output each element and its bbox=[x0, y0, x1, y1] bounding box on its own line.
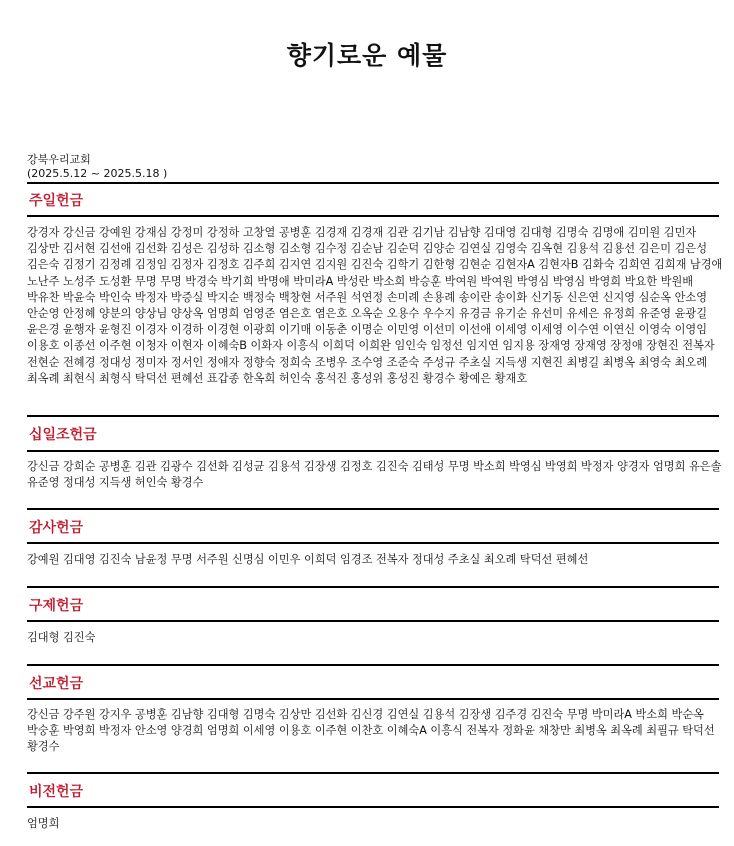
divider bbox=[27, 182, 719, 184]
church-info bbox=[27, 153, 167, 181]
names-relief: 김대형 김진숙 bbox=[27, 631, 96, 644]
divider bbox=[27, 450, 719, 452]
divider bbox=[27, 772, 719, 774]
page-title: 향기로운 예물 bbox=[286, 41, 448, 70]
divider bbox=[27, 415, 719, 417]
section-title-relief: 구제헌금 bbox=[29, 598, 84, 614]
names-thanks: 강예원 김대영 김진숙 남윤정 무명 서주원 신명심 이민우 이희덕 임경조 전복자 정대성 주초실 최오례 탁덕선 편혜선 bbox=[27, 553, 589, 566]
divider bbox=[27, 620, 719, 622]
divider bbox=[27, 508, 719, 510]
divider bbox=[27, 215, 719, 217]
names-tithe: 강신금 강희순 공병훈 김관 김광수 김선화 김성균 김용석 김장생 김정호 김진숙 김태성 무명 박소희 박영심 박영희 박정자 양경자 엄명희 유은솔 유준영 정대성 지득생 허인숙 황경수 bbox=[27, 460, 722, 490]
divider bbox=[27, 586, 719, 588]
divider bbox=[27, 806, 719, 808]
section-title-thanks: 감사헌금 bbox=[29, 520, 84, 536]
report-period: (2025.5.12 ~ 2025.5.18 ) bbox=[27, 167, 168, 180]
section-title-sunday: 주일헌금 bbox=[29, 193, 84, 209]
church-name: 강북우리교회 bbox=[27, 153, 91, 166]
divider bbox=[27, 698, 719, 700]
section-title-vision: 비전헌금 bbox=[29, 784, 84, 800]
names-mission: 강신금 강주원 강지우 공병훈 김남향 김대형 김명숙 김상만 김선화 김신경 김연실 김용석 김장생 김주경 김진숙 무명 박미라A 박소희 박순옥 박숭훈 박영희 박정자 안소영 양경희 엄명희 이세영 이용호 이주현 이찬호 이혜숙A 이흥식 전복자 정화윤 채창만 최병옥 최옥례 최필규 탁덕선 황경수 bbox=[27, 708, 715, 754]
divider bbox=[27, 664, 719, 666]
divider bbox=[27, 542, 719, 544]
section-title-tithe: 십일조헌금 bbox=[29, 427, 97, 443]
names-vision: 엄명희 bbox=[27, 817, 60, 830]
section-title-mission: 선교헌금 bbox=[29, 676, 84, 692]
names-sunday: 강경자 강신금 강예원 강재심 강정미 강정하 고창열 공병훈 김경재 김경재 김관 김기남 김남향 김대영 김대형 김명숙 김명애 김미원 김민자 김상만 김서현 김선애 김선화 김성은 김성하 김소형 김소형 김수정 김순남 김순덕 김양순 김연실 김영숙 김옥현 김용석 김용선 김은미 김은성 김은숙 김정기 김정례 김정임 김정자 김정호 김주희 김지연 김지원 김진숙 김학기 김한형 김현순 김현자A 김현자B 김화숙 김희연 김희재 남경애 노난주 노성주 도성환 무명 무명 박경숙 박기희 박명애 박미라A 박성란 박소희 박승훈 박여원 박여원 박영심 박영심 박영희 박요한 박원배 박유찬 박윤숙 박인숙 박정자 박증실 박지순 백정숙 백창현 서주원 석연정 손미례 손용례 송이란 송이화 신기동 신은연 신지영 심순옥 안소영 안순영 안정혜 양분의 양상님 양상옥 엄명희 엄영준 염은호 염은호 오옥순 오용수 우수지 유경금 유기순 유선미 유세은 유정희 유준영 윤광길 윤은경 윤행자 윤형진 이경자 이경하 이경현 이광희 이기매 이동춘 이명순 이민영 이선미 이선애 이세영 이세영 이수연 이연신 이영숙 이영임 이용호 이종선 이주현 이청자 이현자 이혜숙B 이화자 이흥식 이희덕 이희완 임인숙 임정선 임지연 임지용 장재영 장재영 장정애 장현진 전복자 전현순 전혜경 정대성 정미자 정서인 정애자 정향숙 정희숙 조병우 조수영 조준숙 주성규 주초실 지득생 지현진 최병길 최병옥 최영숙 최오례 최옥례 최현식 최형식 탁덕선 편혜선 표갑종 한옥희 허인숙 홍석진 홍성위 홍성진 황경수 황예은 황재호 bbox=[27, 226, 723, 385]
